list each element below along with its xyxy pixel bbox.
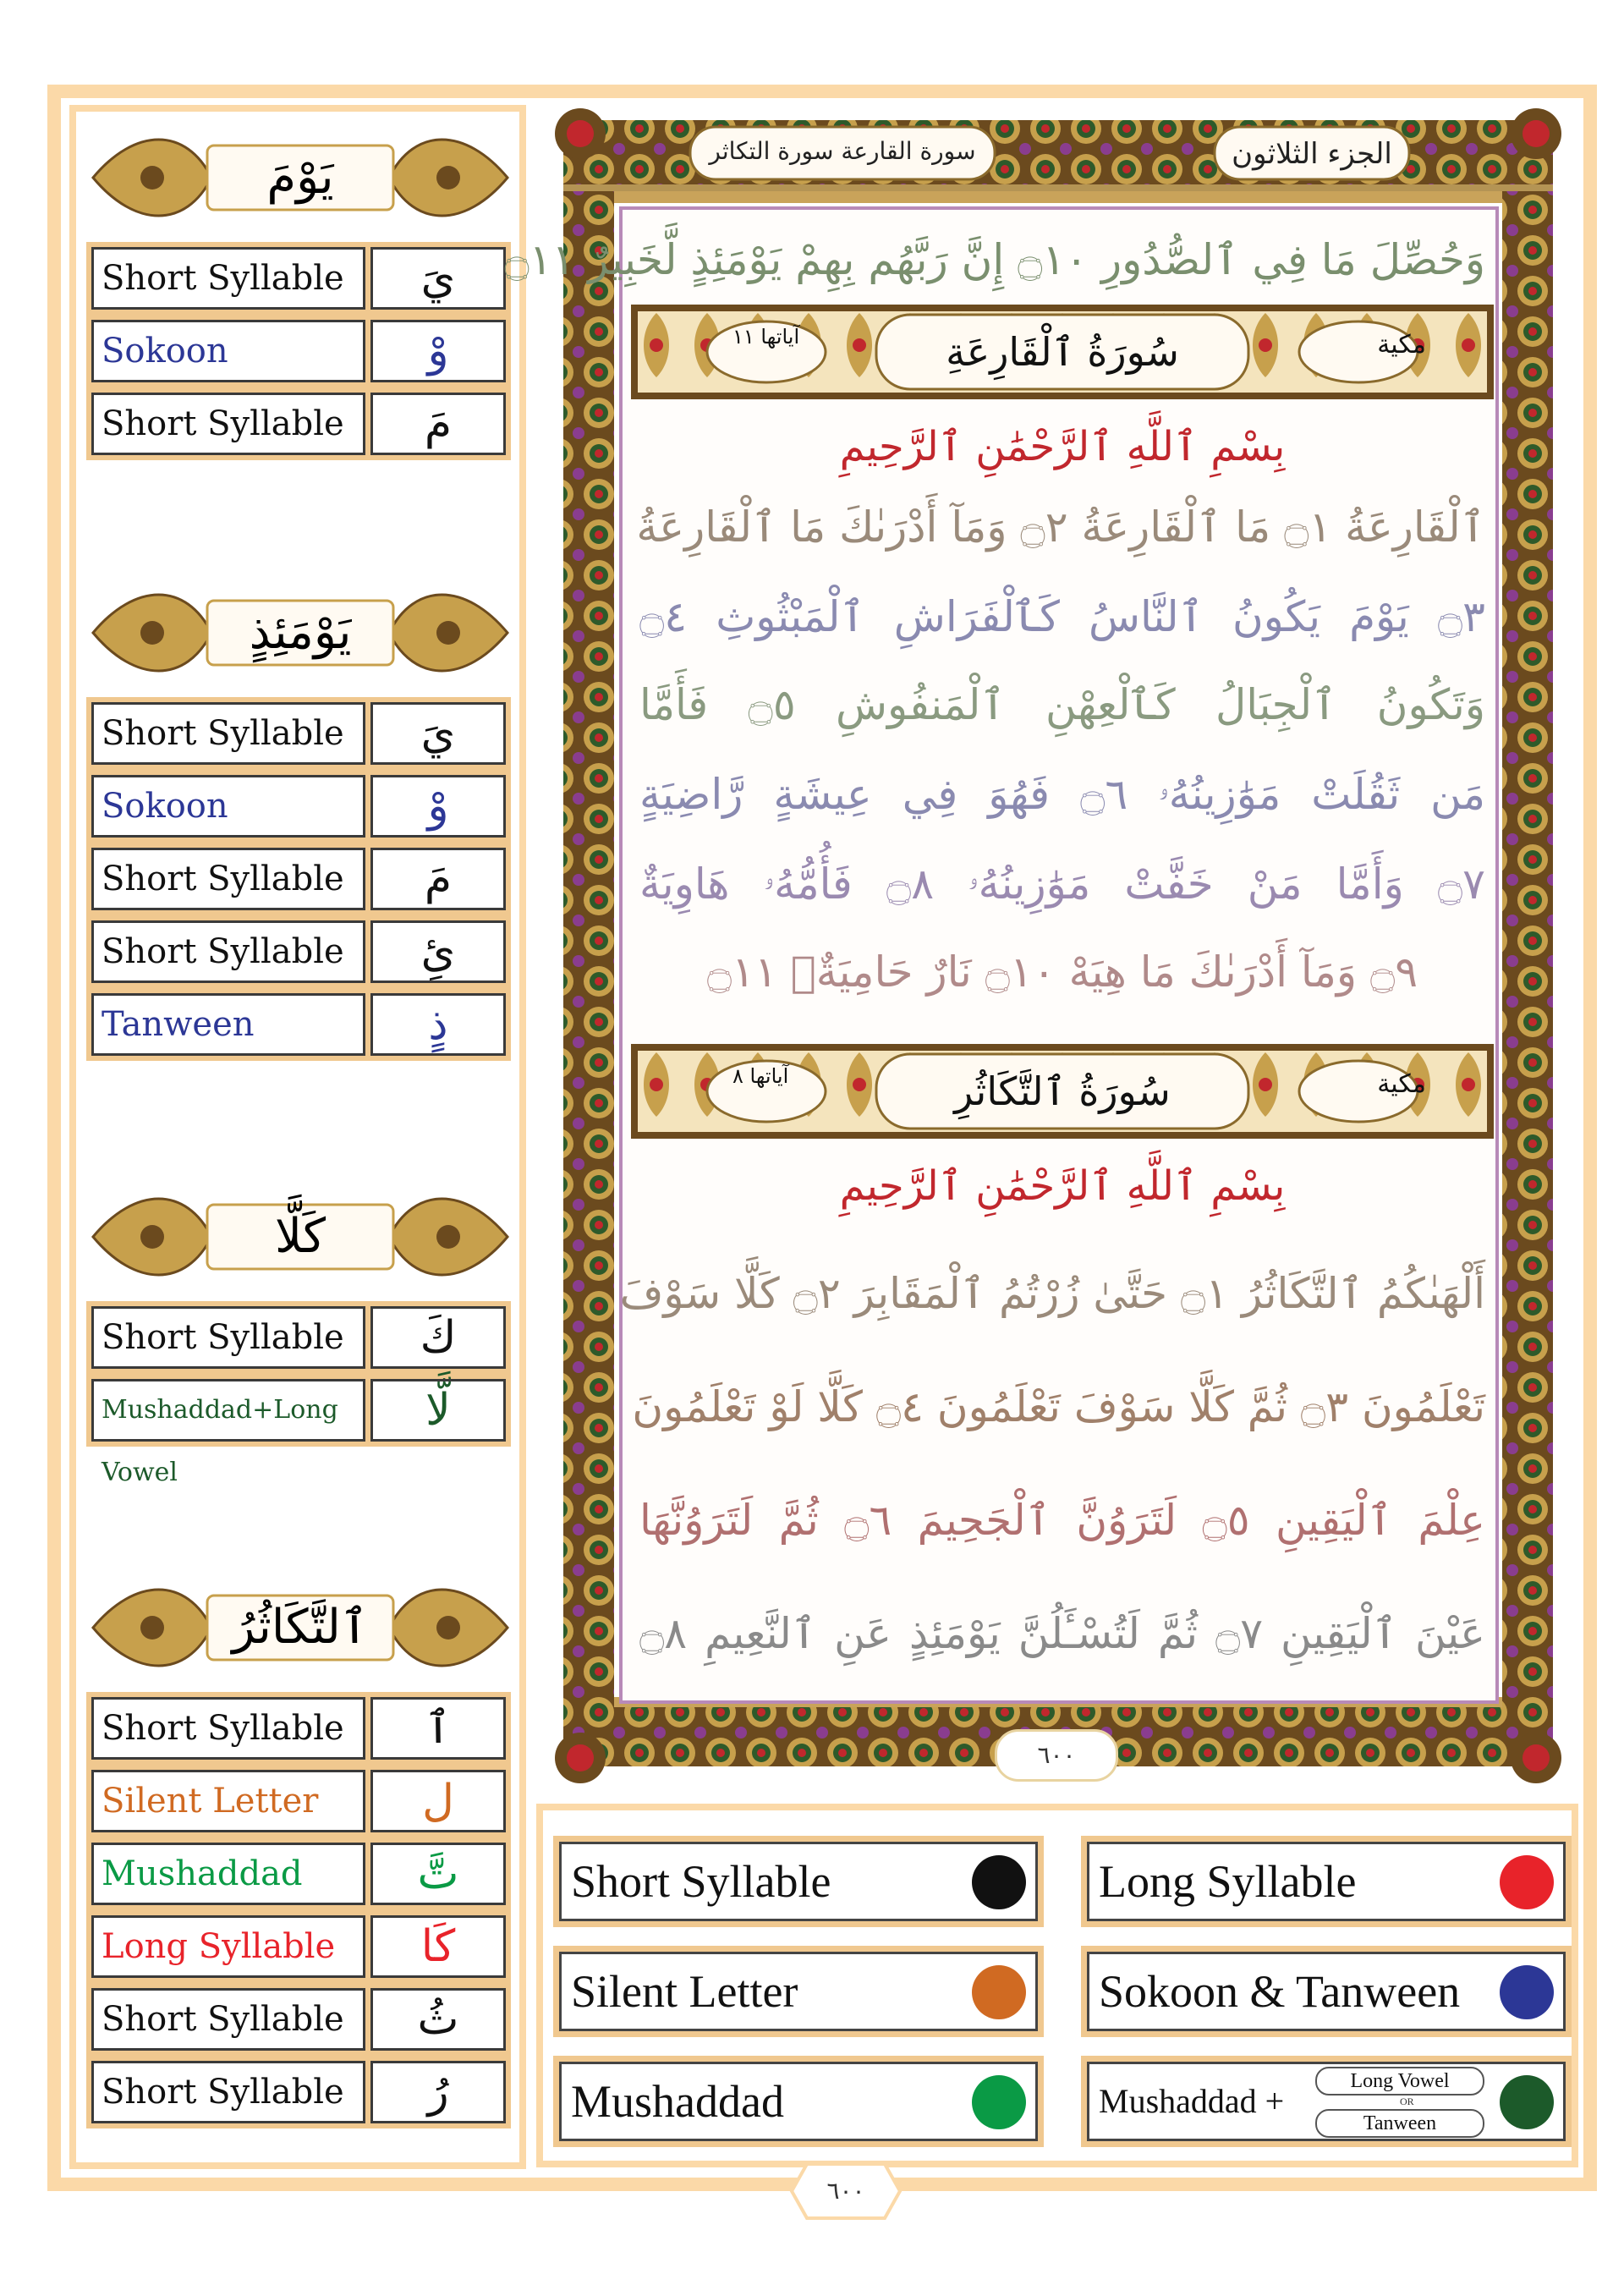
qariah-line-5: ۝٧ وَأَمَّا مَنْ خَفَّتْ مَوَٰزِينُهُۥ ۝٨ فَأُمُّهُۥ هَاوِيَةٌ (639, 860, 1485, 909)
surah-name-takathur: سُورَةُ ٱلتَّكَاثُرِ (954, 1068, 1171, 1114)
surah-header-title: سورة القارعة سورة التكاثر (709, 137, 976, 165)
syllable-row (86, 697, 511, 770)
tanween-pill: Tanween (1315, 2109, 1484, 2138)
syllable-row (86, 2056, 511, 2128)
legend-short-syllable (553, 1836, 1044, 1927)
qariah-line-2: ۝٣ يَوْمَ يَكُونُ ٱلنَّاسُ كَٱلْفَرَاشِ ٱلْمَبْثُوثِ ۝٤ (639, 592, 1485, 641)
syllable-letter: كَا (365, 1910, 511, 1983)
ayat-count-qariah: آياتها ١١ (732, 325, 800, 349)
word-header-0 (85, 127, 516, 228)
color-dot (972, 2075, 1026, 2129)
syllable-label: Short Syllable (86, 1692, 365, 1765)
syllable-label: Sokoon (86, 315, 365, 387)
legend-label: Short Syllable (571, 1856, 831, 1907)
syllable-label: Tanween (86, 988, 365, 1061)
syllable-letter: ثُ (365, 1983, 511, 2056)
syllable-label: Short Syllable (86, 242, 365, 315)
takathur-line-1: أَلْهَىٰكُمُ ٱلتَّكَاثُرُ ۝١ حَتَّىٰ زُرْتُمُ ٱلْمَقَابِرَ ۝٢ كَلَّا سَوْفَ (619, 1269, 1485, 1318)
color-dot (972, 1965, 1026, 2019)
legend-label: Long Syllable (1099, 1856, 1357, 1907)
syllable-row (86, 242, 511, 315)
bottom-page-number: ٦٠٠ (826, 2177, 865, 2205)
syllable-row (86, 1765, 511, 1837)
legend-long-syllable (1081, 1836, 1572, 1927)
legend-silent-letter (553, 1946, 1044, 2037)
syllable-letter: ذٍ (365, 988, 511, 1061)
qariah-line-1: ٱلْقَارِعَةُ ۝١ مَا ٱلْقَارِعَةُ ۝٢ وَمَآ أَدْرَىٰكَ مَا ٱلْقَارِعَةُ (636, 503, 1485, 552)
syllable-letter: تَّ (365, 1837, 511, 1910)
syllable-row (86, 1983, 511, 2056)
syllable-label: Short Syllable (86, 843, 365, 915)
syllable-row (86, 1374, 511, 1487)
legend-mushaddad-long-vowel (1081, 2056, 1572, 2147)
syllable-label: Short Syllable (86, 915, 365, 988)
ayat-count-takathur: آياتها ٨ (732, 1064, 789, 1088)
word-text: كَلَّا (274, 1209, 326, 1264)
surah-name-qariah: سُورَةُ ٱلْقَارِعَةِ (946, 329, 1179, 375)
legend-sokoon-tanween (1081, 1946, 1572, 2037)
color-dot (972, 1855, 1026, 1909)
syllable-row (86, 387, 511, 460)
legend-mushaddad (553, 2056, 1044, 2147)
word-header-2 (85, 1186, 516, 1288)
word-text: ٱلتَّكَاثُرُ (232, 1600, 369, 1655)
syllable-row (86, 1692, 511, 1765)
juz-title: الجزء الثلاثون (1232, 137, 1392, 171)
or-text: OR (1400, 2095, 1414, 2107)
syllable-row (86, 843, 511, 915)
syllable-letter: مَ (365, 843, 511, 915)
takathur-line-4: عَيْنَ ٱلْيَقِينِ ۝٧ ثُمَّ لَتُسْـَٔلُنَّ يَوْمَئِذٍ عَنِ ٱلنَّعِيمِ ۝٨ (639, 1609, 1485, 1658)
syllable-label: Short Syllable (86, 1301, 365, 1374)
basmala-2: بِسْمِ ٱللَّهِ ٱلرَّحْمَٰنِ ٱلرَّحِيمِ (839, 1162, 1286, 1210)
legend-label: Mushaddad (571, 2076, 784, 2127)
surah-banner-qariah (631, 305, 1494, 399)
syllable-label: Sokoon (86, 770, 365, 843)
syllable-row (86, 770, 511, 843)
takathur-line-2: تَعْلَمُونَ ۝٣ ثُمَّ كَلَّا سَوْفَ تَعْلَمُونَ ۝٤ كَلَّا لَوْ تَعْلَمُونَ (632, 1382, 1485, 1431)
color-dot (1500, 1965, 1554, 2019)
mushaf-text-area (504, 206, 1499, 1704)
syllable-label: Short Syllable (86, 1983, 365, 2056)
word-text: يَوْمَئِذٍ (249, 605, 352, 660)
syllable-breakdown-panel (69, 105, 526, 2169)
syllable-row (86, 988, 511, 1061)
word-text: يَوْمَ (266, 150, 334, 205)
syllable-letter: ئِ (365, 915, 511, 988)
syllable-letter: يَ (365, 242, 511, 315)
legend-label: Sokoon & Tanween (1099, 1966, 1461, 2017)
color-legend (536, 1804, 1578, 2167)
quran-page (504, 108, 1578, 1792)
syllable-letter: كَ (365, 1301, 511, 1374)
color-dot (1500, 1855, 1554, 1909)
takathur-line-3: عِلْمَ ٱلْيَقِينِ ۝٥ لَتَرَوُنَّ ٱلْجَحِيمَ ۝٦ ثُمَّ لَتَرَوُنَّهَا (639, 1496, 1486, 1545)
syllable-letter: لَّا (365, 1374, 511, 1447)
word-header-1 (85, 582, 516, 684)
syllable-letter: مَ (365, 387, 511, 460)
syllable-letter: ل (365, 1765, 511, 1837)
surah-type-takathur: مكية (1377, 1069, 1426, 1099)
syllable-label: Mushaddad+Long Vowel (86, 1374, 365, 1447)
qariah-line-6: ۝٩ وَمَآ أَدْرَىٰكَ مَا هِيَهْ ۝١٠ نَارٌ حَامِيَةٌۢ ۝١١ (706, 948, 1418, 997)
legend-label: Mushaddad + (1099, 2082, 1285, 2120)
syllable-label: Short Syllable (86, 387, 365, 460)
syllable-row (86, 1837, 511, 1910)
syllable-label: Short Syllable (86, 2056, 365, 2128)
qariah-line-4: مَن ثَقُلَتْ مَوَٰزِينُهُۥ ۝٦ فَهُوَ فِي عِيشَةٍ رَّاضِيَةٍ (639, 770, 1486, 819)
syllable-label: Long Syllable (86, 1910, 365, 1983)
syllable-row (86, 915, 511, 988)
word-header-3 (85, 1577, 516, 1678)
basmala-1: بِسْمِ ٱللَّهِ ٱلرَّحْمَٰنِ ٱلرَّحِيمِ (839, 423, 1286, 470)
ayah-line-top: وَحُصِّلَ مَا فِي ٱلصُّدُورِ ۝١٠ إِنَّ رَبَّهُم بِهِمْ يَوْمَئِذٍ لَّخَبِيرٌ ۝١١ (504, 235, 1485, 284)
syllable-row (86, 1301, 511, 1374)
syllable-letter: يَ (365, 697, 511, 770)
color-dot (1500, 2075, 1554, 2129)
syllable-letter: وْ (365, 770, 511, 843)
syllable-row (86, 315, 511, 387)
legend-label: Silent Letter (571, 1966, 798, 2017)
syllable-label: Silent Letter (86, 1765, 365, 1837)
bottom-page-number-badge (790, 2162, 902, 2220)
syllable-letter: وْ (365, 315, 511, 387)
qariah-line-3: وَتَكُونُ ٱلْجِبَالُ كَٱلْعِهْنِ ٱلْمَنفُوشِ ۝٥ فَأَمَّا (639, 680, 1485, 729)
syllable-label: Mushaddad (86, 1837, 365, 1910)
surah-banner-takathur (631, 1044, 1494, 1139)
surah-type-qariah: مكية (1377, 330, 1426, 360)
syllable-letter: ٱ (365, 1692, 511, 1765)
syllable-letter: رُ (365, 2056, 511, 2128)
page-number: ٦٠٠ (995, 1729, 1118, 1782)
long-vowel-pill: Long Vowel (1315, 2067, 1484, 2095)
syllable-label: Short Syllable (86, 697, 365, 770)
syllable-row (86, 1910, 511, 1983)
